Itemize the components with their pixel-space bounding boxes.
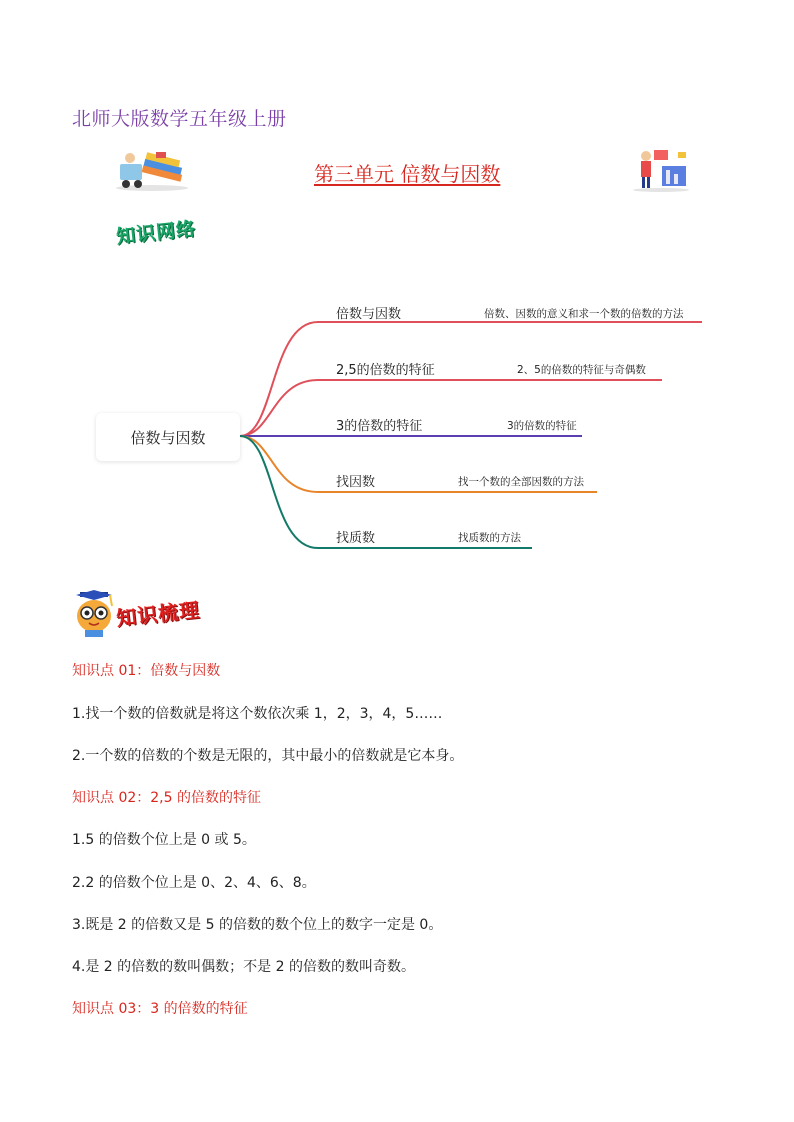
branch-desc: 找质数的方法: [458, 532, 521, 544]
branch-label: 找质数: [336, 531, 376, 546]
branch-label: 找因数: [336, 475, 376, 490]
books-stack-icon: [112, 150, 194, 192]
branch-desc: 3的倍数的特征: [507, 420, 577, 432]
kp1-item: 1.找一个数的倍数就是将这个数依次乘 1，2，3，4，5……: [72, 706, 443, 722]
kp2-item: 4.是 2 的倍数的数叫偶数；不是 2 的倍数的数叫奇数。: [72, 959, 415, 975]
knowledge-review-badge: 知识梳理: [115, 597, 202, 631]
textbook-title: 北师大版数学五年级上册: [72, 108, 287, 130]
kp1-heading: 知识点 01：倍数与因数: [72, 663, 221, 679]
mindmap-center-label: 倍数与因数: [130, 428, 206, 447]
teacher-board-icon: [628, 146, 694, 192]
branch-label: 倍数与因数: [336, 307, 402, 322]
branch-desc: 找一个数的全部因数的方法: [458, 476, 584, 488]
branch-line-2: [240, 380, 662, 436]
knowledge-network-badge: 知识网络: [115, 217, 198, 249]
kp2-item: 3.既是 2 的倍数又是 5 的倍数的数个位上的数字一定是 0。: [72, 917, 443, 933]
kp2-heading: 知识点 02：2,5 的倍数的特征: [72, 790, 261, 806]
mindmap-center-node: [96, 413, 240, 461]
kp2-item: 2.2 的倍数个位上是 0、2、4、6、8。: [72, 875, 316, 891]
branch-desc: 2、5的倍数的特征与奇偶数: [517, 364, 646, 376]
unit-title: 第三单元 倍数与因数: [314, 162, 501, 186]
branch-desc: 倍数、因数的意义和求一个数的倍数的方法: [484, 308, 684, 320]
kp2-item: 1.5 的倍数个位上是 0 或 5。: [72, 832, 256, 848]
branch-label: 3的倍数的特征: [336, 419, 423, 434]
branch-label: 2,5的倍数的特征: [336, 363, 435, 378]
kp3-heading: 知识点 03：3 的倍数的特征: [72, 1001, 248, 1017]
kp1-item: 2.一个数的倍数的个数是无限的，其中最小的倍数就是它本身。: [72, 748, 464, 764]
owl-mascot-icon: [72, 590, 116, 638]
